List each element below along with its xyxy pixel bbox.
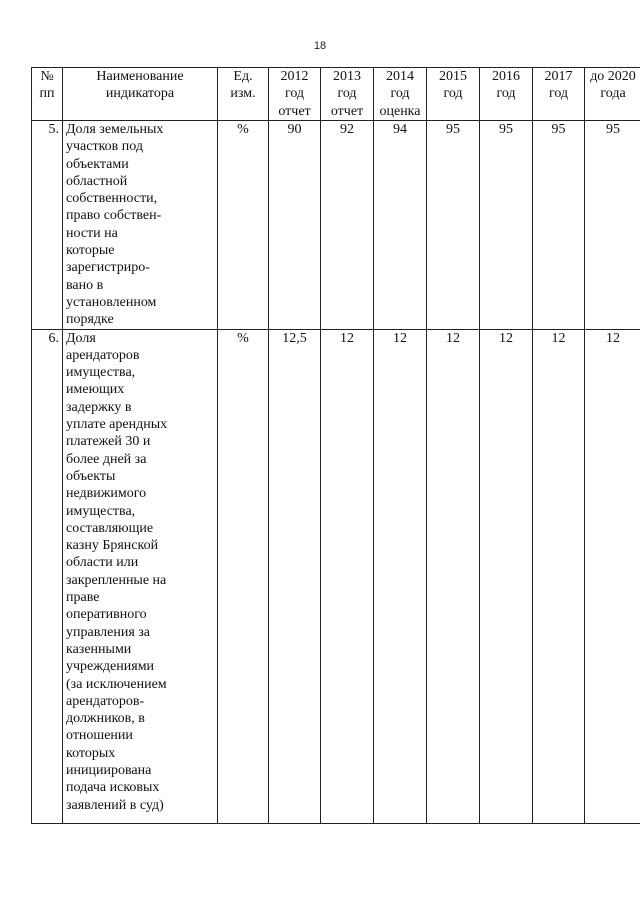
text-line: год xyxy=(284,86,305,102)
table-header-row xyxy=(32,68,640,121)
text-line: арендаторов- xyxy=(66,693,145,709)
table-row xyxy=(32,121,640,330)
value-2020: 95 xyxy=(585,121,640,330)
text-line: закрепленные на xyxy=(66,572,167,588)
header-2015 xyxy=(427,68,480,121)
header-2020 xyxy=(585,68,640,121)
text-line: вано в xyxy=(66,277,104,293)
text-line: казну Брянской xyxy=(66,538,159,554)
text-line: участков под xyxy=(66,139,143,155)
text-line: пп xyxy=(39,86,55,102)
value-2013: 92 xyxy=(321,121,374,330)
header-unit xyxy=(218,68,269,121)
header-name xyxy=(63,68,218,121)
unit-cell: % xyxy=(218,121,269,330)
text-line: индикатора xyxy=(105,86,175,102)
text-line: установленном xyxy=(66,294,157,310)
text-line: платежей 30 и xyxy=(66,434,151,450)
value-2020: 12 xyxy=(585,329,640,823)
table-row xyxy=(32,329,640,823)
text-line: Доля xyxy=(66,330,96,346)
text-line: учреждениями xyxy=(66,659,155,675)
text-line: 2017 xyxy=(544,69,573,84)
text-line: порядке xyxy=(66,312,114,328)
text-line: объектами xyxy=(66,156,129,172)
text-line: которые xyxy=(66,243,115,259)
text-line: недвижимого xyxy=(66,486,147,502)
header-num xyxy=(32,68,63,121)
text-line: области или xyxy=(66,555,139,571)
text-line: более дней за xyxy=(66,451,147,467)
text-line: праве xyxy=(66,590,100,606)
value-2016: 12 xyxy=(480,329,533,823)
text-line: собственности, xyxy=(66,191,158,207)
value-2017: 95 xyxy=(533,121,585,330)
text-line: 2014 xyxy=(386,69,414,84)
value-2014: 94 xyxy=(374,121,427,330)
text-line: отчет xyxy=(330,103,364,119)
header-2012 xyxy=(269,68,321,121)
value-2017: 12 xyxy=(533,329,585,823)
text-line: казенными xyxy=(66,641,132,657)
value-2015: 12 xyxy=(427,329,480,823)
text-line: (за исключением xyxy=(66,676,167,692)
header-2016 xyxy=(480,68,533,121)
text-line: года xyxy=(600,86,626,102)
text-line: арендаторов xyxy=(66,347,140,363)
header-2014 xyxy=(374,68,427,121)
text-line: подача исковых xyxy=(66,780,160,796)
text-line: Ед. xyxy=(233,69,253,84)
text-line: имущества, xyxy=(66,365,136,381)
text-line: должников, в xyxy=(66,711,145,727)
value-2012: 12,5 xyxy=(269,329,321,823)
text-line: уплате арендных xyxy=(66,417,168,433)
text-line: отчет xyxy=(278,103,311,119)
header-2013 xyxy=(321,68,374,121)
text-line: отношении xyxy=(66,728,133,744)
text-line: управления за xyxy=(66,624,150,640)
text-line: составляющие xyxy=(66,520,154,536)
value-2016: 95 xyxy=(480,121,533,330)
text-line: объекты xyxy=(66,468,116,484)
text-line: имущества, xyxy=(66,503,136,519)
text-line: которых xyxy=(66,745,116,761)
text-line: Наименование xyxy=(96,69,184,84)
text-line: год xyxy=(443,86,463,102)
text-line: оперативного xyxy=(66,607,147,623)
text-line: № xyxy=(40,69,54,84)
value-2012: 90 xyxy=(269,121,321,330)
text-line: областной xyxy=(66,173,128,189)
text-line: имеющих xyxy=(66,382,125,398)
text-line: год xyxy=(548,86,569,102)
text-line: 2013 xyxy=(333,69,361,84)
indicators-table xyxy=(31,67,640,824)
text-line: оценка xyxy=(379,103,421,119)
text-line: год xyxy=(496,86,516,102)
text-line: Доля земельных xyxy=(66,122,164,137)
indicator-name xyxy=(63,121,218,330)
text-line: изм. xyxy=(230,86,256,102)
text-line: ности на xyxy=(66,225,118,241)
indicator-name xyxy=(63,329,218,823)
text-line: год xyxy=(337,86,357,102)
header-2017 xyxy=(533,68,585,121)
row-number: 5. xyxy=(32,121,63,330)
text-line: инициирована xyxy=(66,762,152,778)
text-line: задержку в xyxy=(66,399,132,415)
page-number: 18 xyxy=(313,40,327,52)
text-line: 2012 xyxy=(280,69,309,84)
text-line: 2015 xyxy=(439,69,467,84)
value-2014: 12 xyxy=(374,329,427,823)
row-number: 6. xyxy=(32,329,63,823)
unit-cell: % xyxy=(218,329,269,823)
text-line: год xyxy=(390,86,410,102)
value-2015: 95 xyxy=(427,121,480,330)
value-2013: 12 xyxy=(321,329,374,823)
text-line: заявлений в суд) xyxy=(66,797,164,813)
text-line: право собствен- xyxy=(66,208,162,224)
text-line: зарегистриро- xyxy=(66,260,150,276)
text-line: 2016 xyxy=(492,69,520,84)
text-line: до 2020 xyxy=(590,69,636,84)
